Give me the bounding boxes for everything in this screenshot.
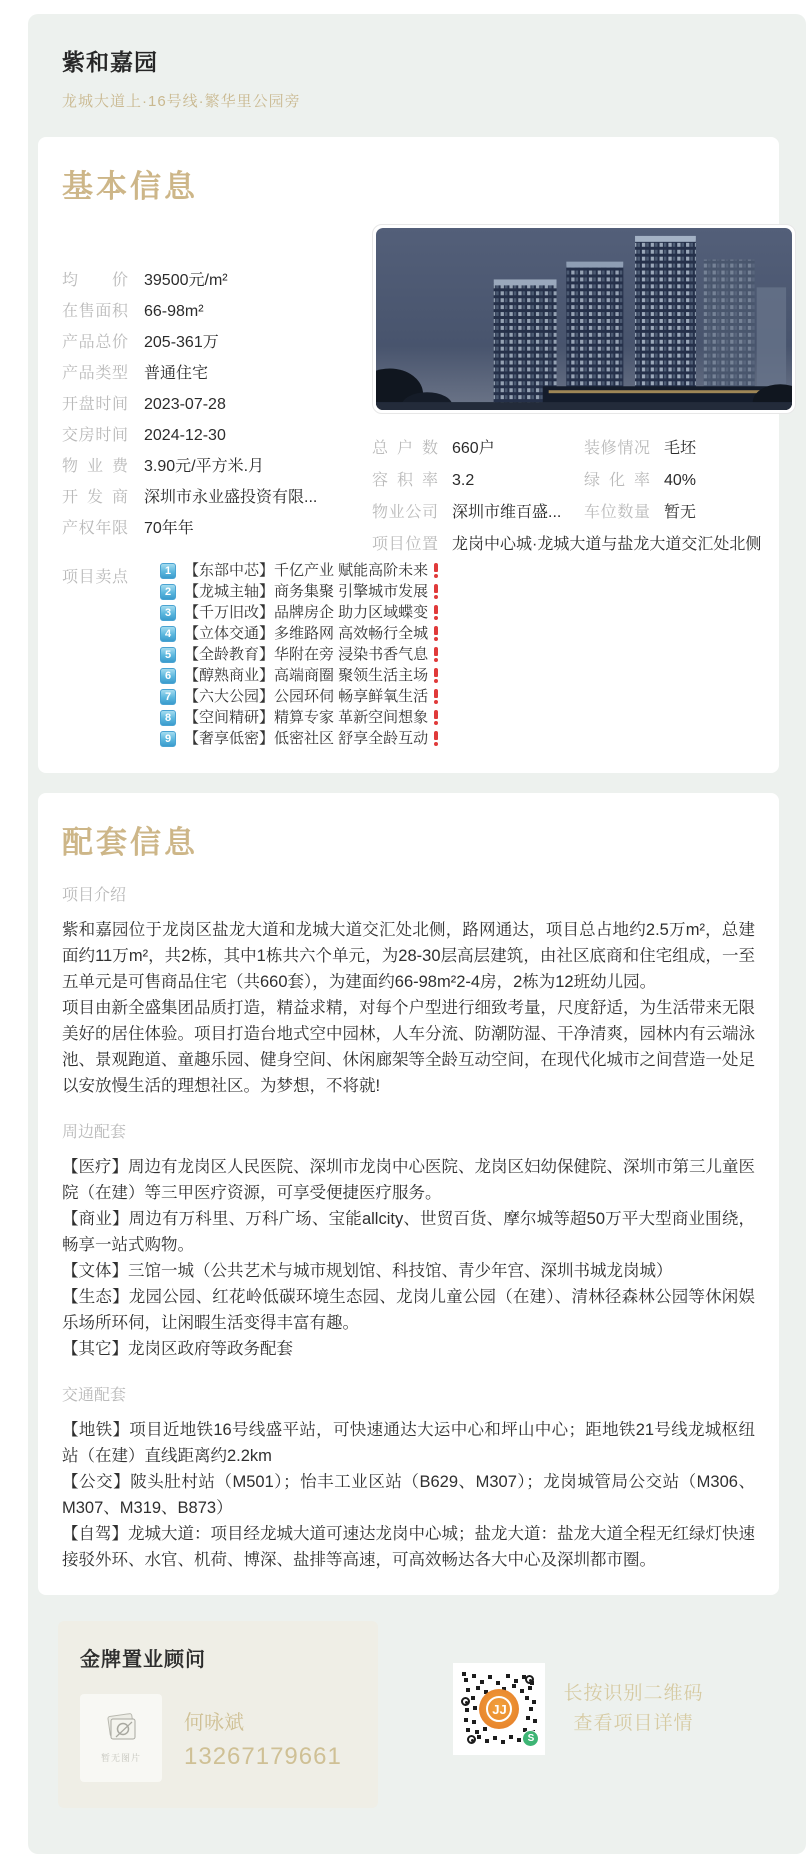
field-value: 70年年 [144,520,194,537]
field-row [584,472,796,490]
basic-info-right-column [362,224,796,554]
field-value: 660户 [452,440,495,457]
field-label: 车位数量 [584,504,650,521]
qr-caption-line2: 查看项目详情 [573,1713,694,1734]
selling-point-text: 【东部中芯】千亿产业 赋能高阶未来 [184,562,429,579]
intro-paragraph: 紫和嘉园位于龙岗区盐龙大道和龙城大道交汇处北侧，路网通达，项目总占地约2.5万m²，总建面约11万m²，共2栋，其中1栋共六个单元，为28-30层高层建筑，由社区底商和住宅组成，一至五单元是可售商品住宅（共660套），为建面约66-98m²2-4房，2栋为12班幼儿园。 [62,921,755,991]
intro-paragraph: 项目由新全盛集团品质打造，精益求精，对每个户型进行细致考量，尺度舒适，为生活带来无限美好的居住体验。项目打造台地式空中园林，人车分流、防潮防湿、干净清爽，园林内有云端泳池、景观跑道、童趣乐园、健身空间、休闲廊架等全龄互动空间，在现代化城市之间营造一处足以安放慢生活的理想社区。为梦想，不将就! [62,999,755,1095]
field-row [62,427,362,445]
selling-point-text: 【全龄教育】华附在旁 浸染书香气息 [184,646,429,663]
header [28,40,806,117]
field-row [62,303,362,321]
field-row [372,472,584,490]
qr-code[interactable] [453,1663,545,1755]
page-subtitle: 龙城大道上·16号线·繁华里公园旁 [62,93,301,110]
field-label: 项目位置 [372,536,438,553]
consultant-name: 何咏斌 [184,1711,244,1734]
building-illustration [376,228,792,410]
field-row [62,520,362,538]
exclamation-icon [433,710,439,725]
field-row [584,504,796,522]
selling-point-text: 【立体交通】多维路网 高效畅行全城 [184,625,429,642]
qr-ring-icon [525,1675,534,1684]
field-label: 容积率 [372,472,438,489]
qr-dots [462,1672,466,1676]
number-keycap-icon: 4 [160,626,176,642]
photo-placeholder-text: 暂无图片 [100,1752,141,1763]
field-label: 产权年限 [62,520,128,537]
field-label: 在售面积 [62,303,128,320]
field-label: 产品总价 [62,334,128,351]
qr-ring-icon [467,1735,476,1744]
exclamation-icon [433,563,439,578]
list-item [160,562,439,579]
field-value: 毛坯 [664,440,697,457]
field-label: 开盘时间 [62,396,128,413]
consultant-card [58,1621,378,1808]
basic-info-left-column [62,224,362,554]
field-row [372,504,584,522]
basic-info-heading: 基本信息 [62,169,198,204]
field-value: 66-98m² [144,303,204,320]
mini-program-badge-icon: S [522,1730,539,1747]
brand-logo-icon: JJ [479,1689,519,1729]
number-keycap-icon: 6 [160,668,176,684]
project-rendering-image [372,224,796,414]
consultant-phone[interactable]: 13267179661 [184,1742,342,1770]
selling-points-label: 项目卖点 [62,569,128,586]
field-label: 绿化率 [584,472,650,489]
exclamation-icon [433,731,439,746]
field-value: 205-361万 [144,334,219,351]
transport-item: 【公交】陂头肚村站（M501）；怡丰工业区站（B629、M307）；龙岗城管局公交站（M306、M307、M319、B873） [62,1473,755,1517]
exclamation-icon [433,626,439,641]
list-item [160,667,439,684]
field-label: 总户数 [372,440,438,457]
list-item [160,709,439,726]
surroundings-item: 【其它】龙岗区政府等政务配套 [62,1340,293,1358]
number-keycap-icon: 3 [160,605,176,621]
field-row [372,440,584,458]
surroundings-item: 【医疗】周边有龙岗区人民医院、深圳市龙岗中心医院、龙岗区妇幼保健院、深圳市第三儿童医院（在建）等三甲医疗资源，可享受便捷医疗服务。 [62,1158,755,1202]
transport-label: 交通配套 [62,1387,127,1404]
qr-caption [563,1679,703,1739]
field-label: 均价 [62,272,128,289]
field-value: 39500元/m² [144,272,228,289]
transport-item: 【地铁】项目近地铁16号线盛平站，可快速通达大运中心和坪山中心；距地铁21号线龙城枢纽站（在建）直线距离约2.2km [62,1421,755,1465]
basic-info-card [38,137,779,773]
field-label: 物业公司 [372,504,438,521]
exclamation-icon [433,584,439,599]
field-value: 龙岗中心城·龙城大道与盐龙大道交汇处北侧 [452,536,762,553]
qr-zone [378,1663,779,1755]
selling-points-list [160,562,439,751]
field-label: 物业费 [62,458,128,475]
surroundings-item: 【生态】龙园公园、红花岭低碳环境生态园、龙岗儿童公园（在建）、清林径森林公园等休闲娱乐场所环伺，让闲暇生活变得丰富有趣。 [62,1288,755,1332]
qr-caption-line1: 长按识别二维码 [563,1683,704,1704]
field-value: 暂无 [664,504,697,521]
field-value: 3.2 [452,472,475,489]
surroundings-item: 【文体】三馆一城（公共艺术与城市规划馆、科技馆、青少年宫、深圳书城龙岗城） [62,1262,673,1280]
exclamation-icon [433,689,439,704]
transport-item: 【自驾】龙城大道：项目经龙城大道可速达龙岗中心城；盐龙大道：盐龙大道全程无红绿灯快速接驳外环、水官、机荷、博深、盐排等高速，可高效畅达各大中心及深圳都市圈。 [62,1525,755,1569]
selling-point-text: 【醇熟商业】高端商圈 聚领生活主场 [184,667,429,684]
number-keycap-icon: 8 [160,710,176,726]
field-value: 普通住宅 [144,365,209,382]
page-title: 紫和嘉园 [62,49,158,75]
number-keycap-icon: 7 [160,689,176,705]
field-value: 2024-12-30 [144,427,226,444]
field-row [584,440,796,458]
field-label: 产品类型 [62,365,128,382]
consultant-photo-placeholder [80,1694,162,1782]
basic-info-grid [372,440,796,554]
selling-point-text: 【六大公园】公园环伺 畅享鲜氧生活 [184,688,429,705]
qr-ring-icon [461,1697,470,1706]
selling-point-text: 【千万旧改】品牌房企 助力区域蝶变 [184,604,429,621]
field-value: 3.90元/平方米.月 [144,458,265,475]
facilities-card [38,793,779,1595]
number-keycap-icon: 5 [160,647,176,663]
list-item [160,625,439,642]
field-value: 40% [664,472,697,489]
field-row [62,458,362,476]
photo-stack-icon [103,1713,139,1745]
field-value: 深圳市永业盛投资有限... [144,489,318,506]
list-item [160,688,439,705]
list-item [160,646,439,663]
exclamation-icon [433,647,439,662]
list-item [160,730,439,747]
field-row [62,365,362,383]
exclamation-icon [433,668,439,683]
number-keycap-icon: 2 [160,584,176,600]
surroundings-item: 【商业】周边有万科里、万科广场、宝能allcity、世贸百货、摩尔城等超50万平大型商业围绕，畅享一站式购物。 [62,1210,755,1254]
selling-point-text: 【奢享低密】低密社区 舒享全龄互动 [184,730,429,747]
consultant-heading: 金牌置业顾问 [80,1649,206,1671]
project-location-row [372,536,796,554]
surroundings-label: 周边配套 [62,1124,127,1141]
field-label: 装修情况 [584,440,650,457]
field-label: 开发商 [62,489,128,506]
field-value: 2023-07-28 [144,396,226,413]
field-row [62,489,362,507]
selling-point-text: 【龙城主轴】商务集聚 引擎城市发展 [184,583,429,600]
field-row [62,334,362,352]
field-value: 深圳市维百盛... [452,504,562,521]
number-keycap-icon: 1 [160,563,176,579]
list-item [160,604,439,621]
number-keycap-icon: 9 [160,731,176,747]
page-panel [28,14,806,1854]
selling-points [62,562,755,751]
exclamation-icon [433,605,439,620]
field-row [62,272,362,290]
facilities-heading: 配套信息 [62,825,198,860]
footer [38,1621,779,1808]
selling-point-text: 【空间精研】精算专家 革新空间想象 [184,709,429,726]
intro-label: 项目介绍 [62,887,127,904]
field-row [62,396,362,414]
field-label: 交房时间 [62,427,128,444]
list-item [160,583,439,600]
